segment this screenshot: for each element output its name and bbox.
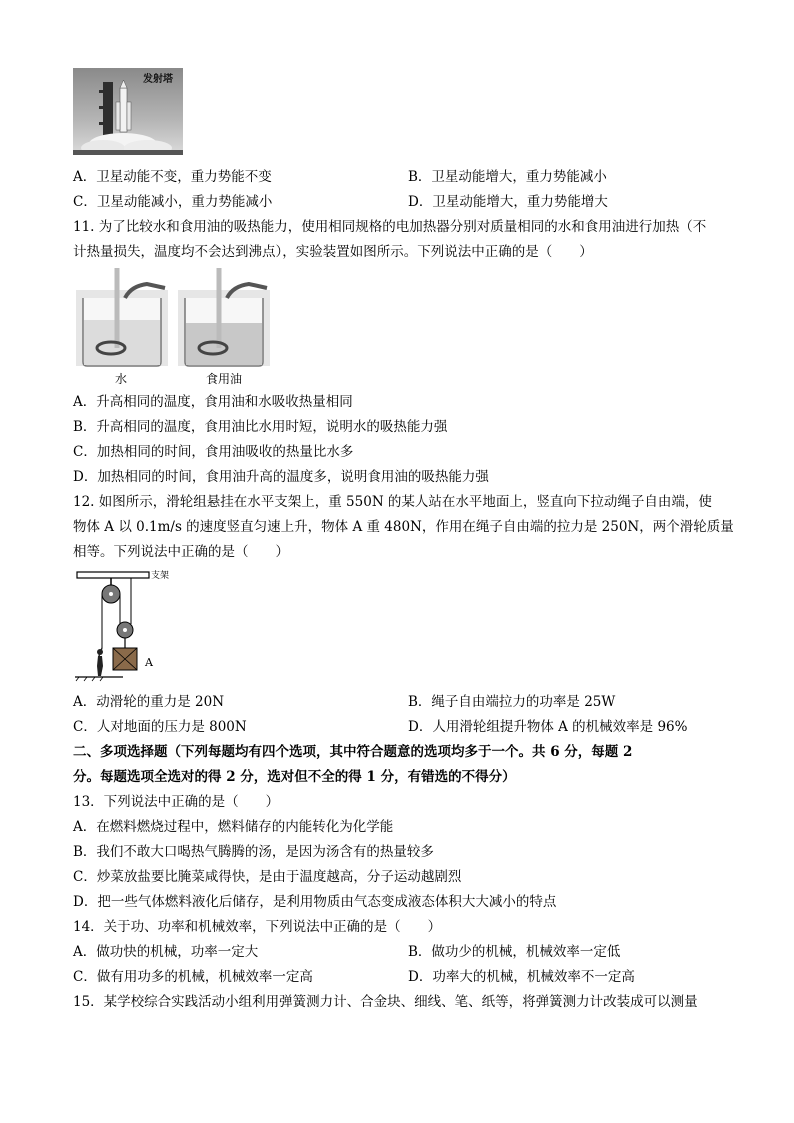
section2-heading-line1: 二、多项选择题（下列每题均有四个选项，其中符合题意的选项均多于一个。共 6 分，每题 2: [73, 744, 633, 760]
q11-option-a: A．升高相同的温度，食用油和水吸收热量相同: [73, 394, 353, 410]
pulley-figure: [73, 568, 183, 683]
q13-option-d: D．把一些气体燃料液化后储存，是利用物质由气态变成液态体积大大减小的特点: [73, 894, 557, 910]
q11-option-b: B．升高相同的温度，食用油比水用时短，说明水的吸热能力强: [73, 419, 448, 435]
q14-stem: 14．关于功、功率和机械效率，下列说法中正确的是（ ）: [73, 919, 442, 935]
launch-tower-label: 发射塔: [143, 74, 173, 85]
q12-stem-line3: 相等。下列说法中正确的是（ ）: [73, 544, 289, 560]
q10-option-c: C．卫星动能减小，重力势能减小: [73, 194, 273, 210]
q10-option-a: A．卫星动能不变，重力势能不变: [73, 169, 272, 185]
q15-stem-line1: 15．某学校综合实践活动小组利用弹簧测力计、合金块、细线、笔、纸等，将弹簧测力计改装成可以测量: [73, 994, 698, 1010]
beakers-figure: [73, 268, 273, 386]
beaker-oil-label: 食用油: [206, 372, 243, 386]
q14-option-c: C．做有用功多的机械，机械效率一定高: [73, 969, 313, 985]
q12-stem-line1: 12. 如图所示，滑轮组悬挂在水平支架上，重 550N 的某人站在水平地面上，竖直向下拉动绳子自由端，使: [73, 494, 712, 510]
q11-stem-line1: 11. 为了比较水和食用油的吸热能力，使用相同规格的电加热器分别对质量相同的水和食用油进行加热（不: [73, 219, 707, 235]
q13-option-b: B．我们不敢大口喝热气腾腾的汤，是因为汤含有的热量较多: [73, 844, 434, 860]
q11-option-d: D．加热相同的时间，食用油升高的温度多，说明食用油的吸热能力强: [73, 469, 489, 485]
q11-option-c: C．加热相同的时间，食用油吸收的热量比水多: [73, 444, 354, 460]
q12-option-a: A．动滑轮的重力是 20N: [73, 694, 225, 710]
pulley-object-label: A: [145, 656, 153, 669]
q14-option-a: A．做功快的机械，功率一定大: [73, 944, 259, 960]
section2-heading-line2: 分。每题选项全选对的得 2 分，选对但不全的得 1 分，有错选的不得分）: [73, 769, 516, 785]
pulley-support-label: 支架: [151, 571, 170, 581]
beaker-water-label: 水: [115, 372, 128, 386]
rocket-launch-figure: [73, 68, 183, 155]
q13-option-a: A．在燃料燃烧过程中，燃料储存的内能转化为化学能: [73, 819, 394, 835]
q12-option-d: D．人用滑轮组提升物体 A 的机械效率是 96%: [408, 719, 688, 735]
q13-stem: 13．下列说法中正确的是（ ）: [73, 794, 280, 810]
q14-option-d: D．功率大的机械，机械效率不一定高: [408, 969, 635, 985]
q12-stem-line2: 物体 A 以 0.1m/s 的速度竖直匀速上升，物体 A 重 480N，作用在绳子自由端的拉力是 250N，两个滑轮质量: [73, 519, 734, 535]
q14-option-b: B．做功少的机械，机械效率一定低: [408, 944, 621, 960]
q13-option-c: C．炒菜放盐要比腌菜咸得快，是由于温度越高，分子运动越剧烈: [73, 869, 462, 885]
q12-option-c: C．人对地面的压力是 800N: [73, 719, 247, 735]
q11-stem-line2: 计热量损失，温度均不会达到沸点），实验装置如图所示。下列说法中正确的是（ ）: [73, 244, 593, 260]
q10-option-d: D．卫星动能增大，重力势能增大: [408, 194, 608, 210]
q10-option-b: B．卫星动能增大，重力势能减小: [408, 169, 607, 185]
q12-option-b: B．绳子自由端拉力的功率是 25W: [408, 694, 616, 710]
